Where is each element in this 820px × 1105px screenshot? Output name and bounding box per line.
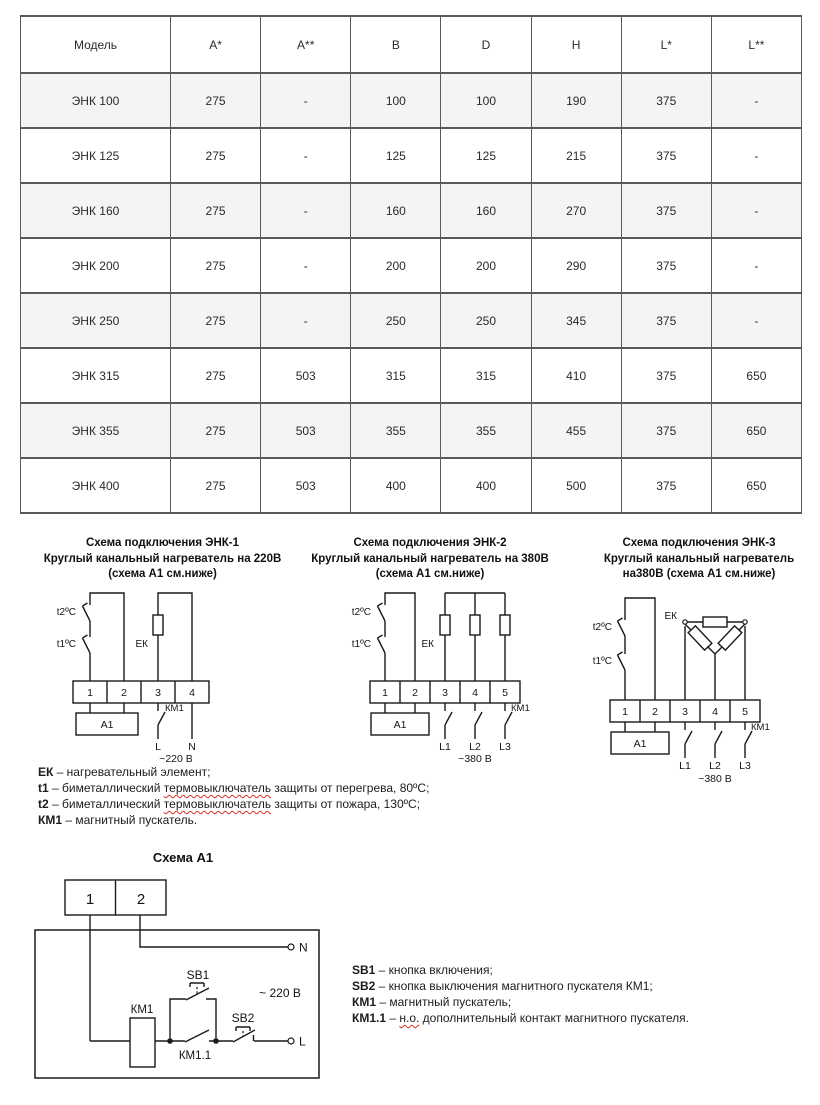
schema-a1-diagram xyxy=(33,870,333,1082)
legend-item xyxy=(352,1010,689,1026)
legend-item xyxy=(38,812,429,828)
schema-a1-legend xyxy=(352,962,689,1026)
wiring-diagram-enk2 xyxy=(330,585,580,763)
value-cell: 190 xyxy=(531,73,621,128)
voltage-label: ~220 В xyxy=(159,753,193,763)
phase-l3-label: L3 xyxy=(499,741,511,753)
value-cell: - xyxy=(711,183,801,238)
value-cell: 345 xyxy=(531,293,621,348)
model-cell: ЭНК 100 xyxy=(21,73,171,128)
enclosure-box xyxy=(35,930,319,1078)
value-cell: - xyxy=(261,128,351,183)
value-cell: 275 xyxy=(171,183,261,238)
legend-term: SB2 xyxy=(352,979,376,993)
km1-coil xyxy=(130,1018,155,1067)
legend-item xyxy=(38,780,429,796)
title-line: Схема подключения ЭНК-2 xyxy=(353,537,507,549)
legend-text: – магнитный пускатель; xyxy=(376,995,512,1009)
schema-a1-section xyxy=(28,850,338,1082)
value-cell: - xyxy=(711,293,801,348)
t1-label: t1ºC xyxy=(56,639,76,650)
terminal-number: 2 xyxy=(652,706,658,718)
terminal-number: 3 xyxy=(155,687,161,699)
t1-label: t1ºC xyxy=(351,639,371,650)
sb1-actuator xyxy=(190,983,204,987)
value-cell: 455 xyxy=(531,403,621,458)
legend-item xyxy=(352,978,689,994)
title-line: (схема А1 см.ниже) xyxy=(375,568,485,580)
sb2-actuator xyxy=(236,1027,250,1031)
km1-label: КМ1 xyxy=(165,703,184,714)
value-cell: 355 xyxy=(351,403,441,458)
value-cell: 125 xyxy=(351,128,441,183)
value-cell: 160 xyxy=(351,183,441,238)
heater-element-symbol xyxy=(153,615,163,635)
km11-contact-symbol xyxy=(185,1030,233,1042)
value-cell: 250 xyxy=(351,293,441,348)
value-cell: 275 xyxy=(171,293,261,348)
spec-table-body xyxy=(21,73,802,513)
l-label: L xyxy=(299,1034,306,1049)
heater-element-symbol xyxy=(688,626,712,650)
legend-text: – кнопка выключения магнитного пускателя КМ1; xyxy=(375,979,653,993)
table-row xyxy=(21,403,802,458)
sb2-label: SB2 xyxy=(231,1011,255,1025)
value-cell: 275 xyxy=(171,73,261,128)
value-cell: 650 xyxy=(711,458,801,513)
terminal-number: 5 xyxy=(502,687,508,699)
model-cell: ЭНК 250 xyxy=(21,293,171,348)
table-row xyxy=(21,73,802,128)
legend-item xyxy=(352,962,689,978)
value-cell: 250 xyxy=(441,293,531,348)
value-cell: 275 xyxy=(171,403,261,458)
km1-contact-symbol xyxy=(685,722,692,758)
title-line: Круглый канальный нагреватель на 380В xyxy=(311,552,549,565)
value-cell: 500 xyxy=(531,458,621,513)
voltage-label: ~380 В xyxy=(698,773,732,784)
heater-element-symbol xyxy=(718,626,742,650)
diagram-enk3-title xyxy=(585,536,813,583)
legend-text-underlined: термовыключатель xyxy=(163,797,272,811)
column-header: L* xyxy=(621,16,711,73)
diagram-enk1-title xyxy=(25,536,300,583)
heater-element-symbol xyxy=(440,615,450,635)
title-line: Круглый канальный нагреватель xyxy=(603,552,795,565)
a1-label: А1 xyxy=(633,738,647,750)
components-legend xyxy=(38,764,429,828)
legend-term: КМ1 xyxy=(38,813,62,827)
sb1-contact-symbol xyxy=(170,988,216,1041)
n-label: N xyxy=(299,940,308,955)
voltage-label: ~380 В xyxy=(458,753,492,763)
phase-l-label: L xyxy=(155,741,161,753)
value-cell: 355 xyxy=(441,403,531,458)
value-cell: 215 xyxy=(531,128,621,183)
wiring-diagram-enk1 xyxy=(30,585,250,763)
value-cell: 375 xyxy=(621,238,711,293)
model-cell: ЭНК 400 xyxy=(21,458,171,513)
value-cell: 410 xyxy=(531,348,621,403)
value-cell: 400 xyxy=(351,458,441,513)
table-row xyxy=(21,183,802,238)
terminal-number: 3 xyxy=(682,706,688,718)
phase-l2-label: L2 xyxy=(469,741,481,753)
model-cell: ЭНК 200 xyxy=(21,238,171,293)
terminal-number: 1 xyxy=(382,687,388,699)
column-header: A** xyxy=(261,16,351,73)
value-cell: - xyxy=(711,238,801,293)
circuit-lines xyxy=(35,880,319,1078)
legend-text: защиты от пожара, 130ºС; xyxy=(271,797,421,811)
wiring-diagram-enk3 xyxy=(585,592,810,784)
value-cell: - xyxy=(261,73,351,128)
ek-label: ЕК xyxy=(664,611,677,622)
legend-text-underlined: термовыключатель xyxy=(163,781,272,795)
value-cell: 275 xyxy=(171,128,261,183)
table-row xyxy=(21,293,802,348)
terminal-number: 4 xyxy=(712,706,718,718)
diagram-enk2-title xyxy=(292,536,568,583)
legend-text: дополнительный контакт магнитного пускателя. xyxy=(419,1011,689,1025)
value-cell: 160 xyxy=(441,183,531,238)
value-cell: 270 xyxy=(531,183,621,238)
value-cell: 125 xyxy=(441,128,531,183)
legend-term: ЕК xyxy=(38,765,54,779)
legend-text: – xyxy=(386,1011,400,1025)
phase-l1-label: L1 xyxy=(679,760,691,772)
km1-contact-symbol xyxy=(158,703,165,739)
heater-element-symbol xyxy=(470,615,480,635)
l-terminal-dot xyxy=(288,1038,294,1044)
legend-item xyxy=(38,764,429,780)
sb1-label: SB1 xyxy=(186,968,210,982)
table-row xyxy=(21,128,802,183)
value-cell: 315 xyxy=(351,348,441,403)
title-line: Схема подключения ЭНК-3 xyxy=(622,537,776,549)
title-line: Схема подключения ЭНК-1 xyxy=(85,537,240,549)
value-cell: 375 xyxy=(621,183,711,238)
model-cell: ЭНК 160 xyxy=(21,183,171,238)
terminal-number: 1 xyxy=(622,706,628,718)
value-cell: 375 xyxy=(621,128,711,183)
legend-text: защиты от перегрева, 80ºС; xyxy=(271,781,430,795)
phase-n-label: N xyxy=(188,741,196,753)
value-cell: 100 xyxy=(351,73,441,128)
ek-label: ЕК xyxy=(135,639,148,650)
terminal-number: 3 xyxy=(442,687,448,699)
title-line: Круглый канальный нагреватель на 220В xyxy=(43,552,282,565)
terminal-number: 2 xyxy=(121,687,127,699)
circuit-lines xyxy=(370,593,520,739)
value-cell: - xyxy=(261,183,351,238)
voltage-label: ~ 220 В xyxy=(259,986,301,1000)
km1-contact-symbol xyxy=(445,703,452,739)
legend-text: – биметаллический xyxy=(48,781,164,795)
km1-label: КМ1 xyxy=(130,1004,154,1016)
legend-text: – нагревательный элемент; xyxy=(53,765,211,779)
value-cell: 200 xyxy=(441,238,531,293)
t2-label: t2ºC xyxy=(592,622,612,633)
title-line: (схема А1 см.ниже) xyxy=(108,568,217,580)
ek-label: ЕК xyxy=(421,639,434,650)
phase-l2-label: L2 xyxy=(709,760,721,772)
legend-term: КМ1 xyxy=(352,995,376,1009)
value-cell: 375 xyxy=(621,73,711,128)
terminal-number: 1 xyxy=(85,891,95,908)
value-cell: 503 xyxy=(261,403,351,458)
circuit-lines xyxy=(610,598,760,758)
legend-term: SB1 xyxy=(352,963,376,977)
value-cell: 375 xyxy=(621,348,711,403)
circuit-lines xyxy=(73,593,209,739)
legend-text: – биметаллический xyxy=(48,797,164,811)
value-cell: 503 xyxy=(261,348,351,403)
t2-label: t2ºC xyxy=(351,607,371,618)
value-cell: 375 xyxy=(621,403,711,458)
spec-table-header-row xyxy=(21,16,802,73)
km1-contact-symbol xyxy=(475,703,482,739)
legend-term: t1 xyxy=(38,781,49,795)
legend-term: КМ1.1 xyxy=(352,1011,387,1025)
column-header: Модель xyxy=(21,16,171,73)
value-cell: - xyxy=(711,73,801,128)
terminal-number: 4 xyxy=(189,687,195,699)
title-line: на380В (схема А1 см.ниже) xyxy=(622,568,776,580)
value-cell: 375 xyxy=(621,458,711,513)
t1-label: t1ºC xyxy=(592,656,612,667)
model-cell: ЭНК 315 xyxy=(21,348,171,403)
model-cell: ЭНК 355 xyxy=(21,403,171,458)
table-row xyxy=(21,238,802,293)
t2-label: t2ºC xyxy=(56,607,76,618)
km1-label: КМ1 xyxy=(511,703,530,714)
terminal-number: 4 xyxy=(472,687,478,699)
model-cell: ЭНК 125 xyxy=(21,128,171,183)
schema-a1-title: Схема А1 xyxy=(152,850,214,865)
sb2-contact-symbol xyxy=(233,1030,288,1042)
legend-item xyxy=(352,994,689,1010)
column-header: B xyxy=(351,16,441,73)
km1-contact-symbol xyxy=(715,722,722,758)
phase-l1-label: L1 xyxy=(439,741,451,753)
column-header: A* xyxy=(171,16,261,73)
dimensions-table xyxy=(20,15,802,514)
km1-label: КМ1 xyxy=(751,722,770,733)
legend-term: t2 xyxy=(38,797,49,811)
table-row xyxy=(21,348,802,403)
legend-text: – магнитный пускатель. xyxy=(62,813,198,827)
value-cell: - xyxy=(261,293,351,348)
heater-element-symbol xyxy=(703,617,727,627)
value-cell: 375 xyxy=(621,293,711,348)
terminal-number: 2 xyxy=(136,891,146,908)
km11-label: КМ1.1 xyxy=(178,1050,212,1062)
legend-text: – кнопка включения; xyxy=(375,963,493,977)
column-header: D xyxy=(441,16,531,73)
value-cell: 275 xyxy=(171,458,261,513)
terminal-number: 2 xyxy=(412,687,418,699)
legend-text-underlined: н.о. xyxy=(399,1011,420,1025)
value-cell: 100 xyxy=(441,73,531,128)
a1-label: А1 xyxy=(393,719,407,731)
terminal-number: 5 xyxy=(742,706,748,718)
value-cell: 315 xyxy=(441,348,531,403)
column-header: L** xyxy=(711,16,801,73)
value-cell: 400 xyxy=(441,458,531,513)
node-dot xyxy=(683,620,687,624)
phase-l3-label: L3 xyxy=(739,760,751,772)
a1-label: А1 xyxy=(100,719,114,731)
node-dot xyxy=(743,620,747,624)
value-cell: - xyxy=(261,238,351,293)
value-cell: 275 xyxy=(171,238,261,293)
legend-item xyxy=(38,796,429,812)
table-row xyxy=(21,458,802,513)
value-cell: 200 xyxy=(351,238,441,293)
terminal-number: 1 xyxy=(87,687,93,699)
value-cell: 503 xyxy=(261,458,351,513)
heater-element-symbol xyxy=(500,615,510,635)
value-cell: 650 xyxy=(711,348,801,403)
value-cell: 650 xyxy=(711,403,801,458)
value-cell: 275 xyxy=(171,348,261,403)
value-cell: 290 xyxy=(531,238,621,293)
column-header: H xyxy=(531,16,621,73)
value-cell: - xyxy=(711,128,801,183)
n-terminal-dot xyxy=(288,944,294,950)
